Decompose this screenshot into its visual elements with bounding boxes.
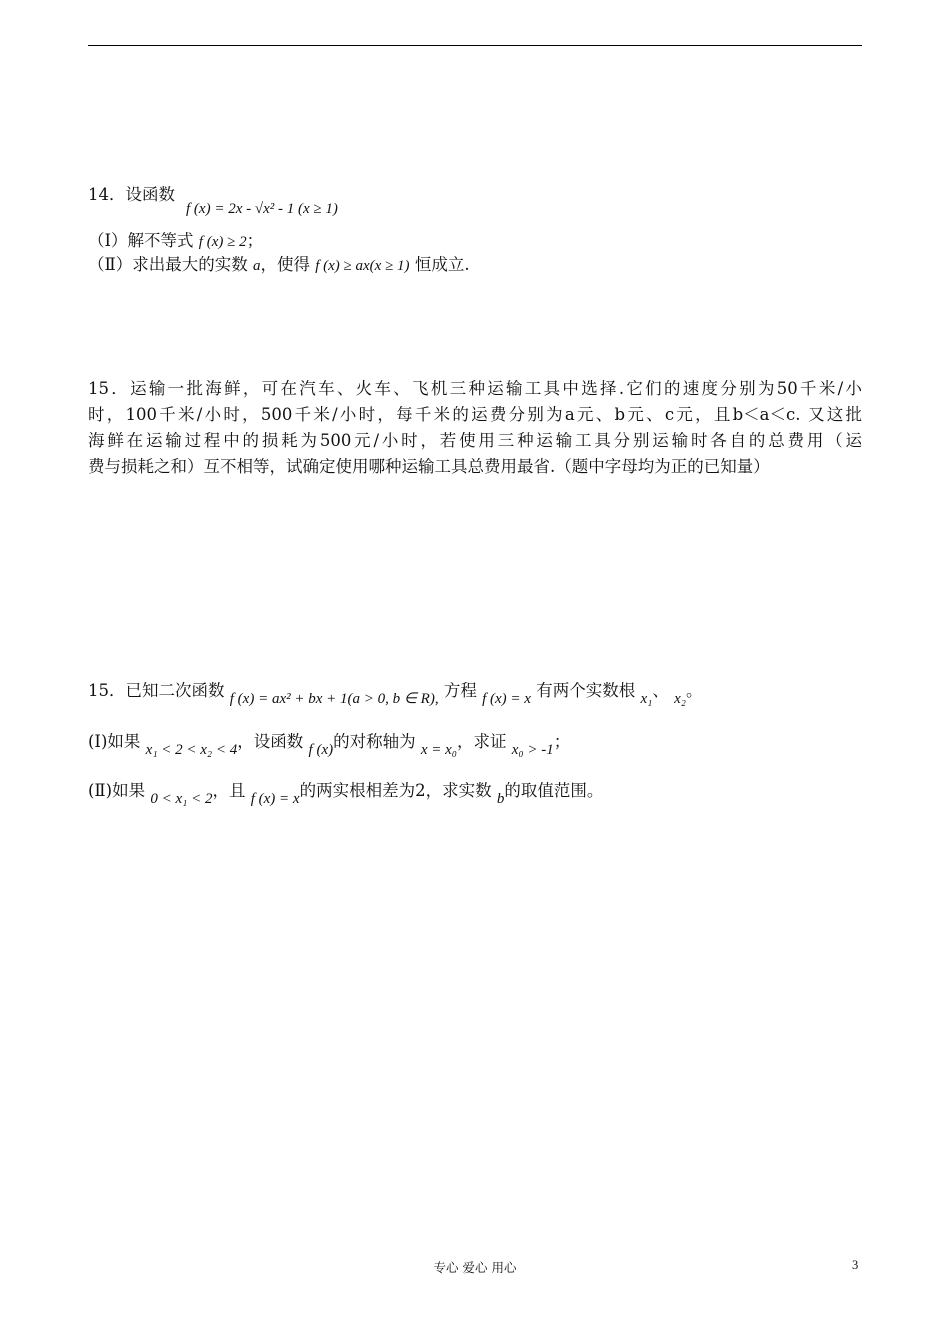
q15b-x1: x₁: [640, 691, 653, 707]
q14-part2-var: a: [252, 258, 261, 274]
q14-part1-math: f (x) ≥ 2: [198, 234, 247, 250]
q15b-p2-b: b: [496, 791, 505, 807]
q15a-paragraph: [88, 376, 862, 480]
q15b-p1-end: ；: [553, 732, 571, 751]
q14-part1-suffix: ；: [246, 231, 264, 250]
q15b-line-1: [88, 680, 703, 707]
q14-part2-math: f (x) ≥ ax(x ≥ 1): [315, 258, 410, 274]
q15b-p1-claim: x₀ > -1: [511, 742, 554, 758]
q14-part2-suffix: 恒成立.: [414, 255, 470, 274]
q15b-p1-mid: ，设函数: [237, 732, 304, 751]
q15b-p1-axis-eq: x = x₀: [420, 742, 458, 758]
q15a-line-4: 费与损耗之和）互不相等，试确定使用哪种运输工具总费用最省.（题中字母均为正的已知量）: [88, 457, 770, 476]
q15b-part2: [88, 780, 604, 807]
q15b-part1: [88, 731, 571, 758]
q14-part1: [88, 230, 263, 253]
q15b-p2-prefix: (Ⅱ)如果: [88, 781, 146, 800]
q15b-sep: 、: [652, 681, 669, 700]
q14-intro: 14．设函数: [88, 185, 175, 204]
q15b-p2-end: 的取值范围。: [504, 781, 604, 800]
q14-formula: f (x) = 2x - √x² - 1 (x ≥ 1): [186, 201, 338, 217]
q15b-func: f (x) = ax² + bx + 1(a > 0, b ∈ R),: [229, 691, 439, 707]
q15b-p1-prove: ，求证: [457, 732, 507, 751]
header-rule: [88, 45, 862, 46]
q14-intro-line: [88, 184, 175, 206]
q15b-x2: x₂: [674, 691, 686, 707]
q15b-eq: f (x) = x: [482, 691, 531, 707]
q15b-end: 。: [685, 681, 703, 700]
q15b-p1-cond: x₁ < 2 < x₂ < 4: [145, 742, 238, 758]
q15b-roots-text: 有两个实数根: [536, 681, 636, 700]
q14-part2-mid: ，使得: [260, 255, 310, 274]
q15b-p2-text: 的两实根相差为2，求实数: [299, 781, 492, 800]
q15a-line-2: 时，100千米/小时，500千米/小时，每千米的运费分别为a元、b元、c元，且b＜a＜c. 又这批: [88, 405, 862, 424]
q15b-p2-eq: f (x) = x: [250, 791, 300, 807]
q15b-p1-prefix: (Ⅰ)如果: [88, 732, 141, 751]
page-number: 3: [852, 1258, 859, 1272]
q15b-p1-fx: f (x): [308, 742, 334, 758]
q15b-p1-axis: 的对称轴为: [333, 732, 416, 751]
q15b-eq-label: 方程: [443, 681, 477, 700]
q14-part2: [88, 254, 470, 277]
q14-formula-line: [186, 197, 338, 220]
q15b-intro: 15．已知二次函数: [88, 681, 225, 700]
q14-part2-prefix: （Ⅱ）求出最大的实数: [88, 255, 248, 274]
page-footer: 专心 爱心 用心: [433, 1260, 517, 1275]
q14-part1-prefix: （Ⅰ）解不等式: [88, 231, 194, 250]
q15b-p2-and: ，且: [212, 781, 246, 800]
q15b-p2-cond: 0 < x₁ < 2: [150, 791, 213, 807]
q15a-line-3: 海鲜在运输过程中的损耗为500元/小时，若使用三种运输工具分别运输时各自的总费用（运: [88, 431, 862, 450]
q15a-line-1: 15．运输一批海鲜，可在汽车、火车、飞机三种运输工具中选择.它们的速度分别为50千米/小: [88, 379, 862, 398]
